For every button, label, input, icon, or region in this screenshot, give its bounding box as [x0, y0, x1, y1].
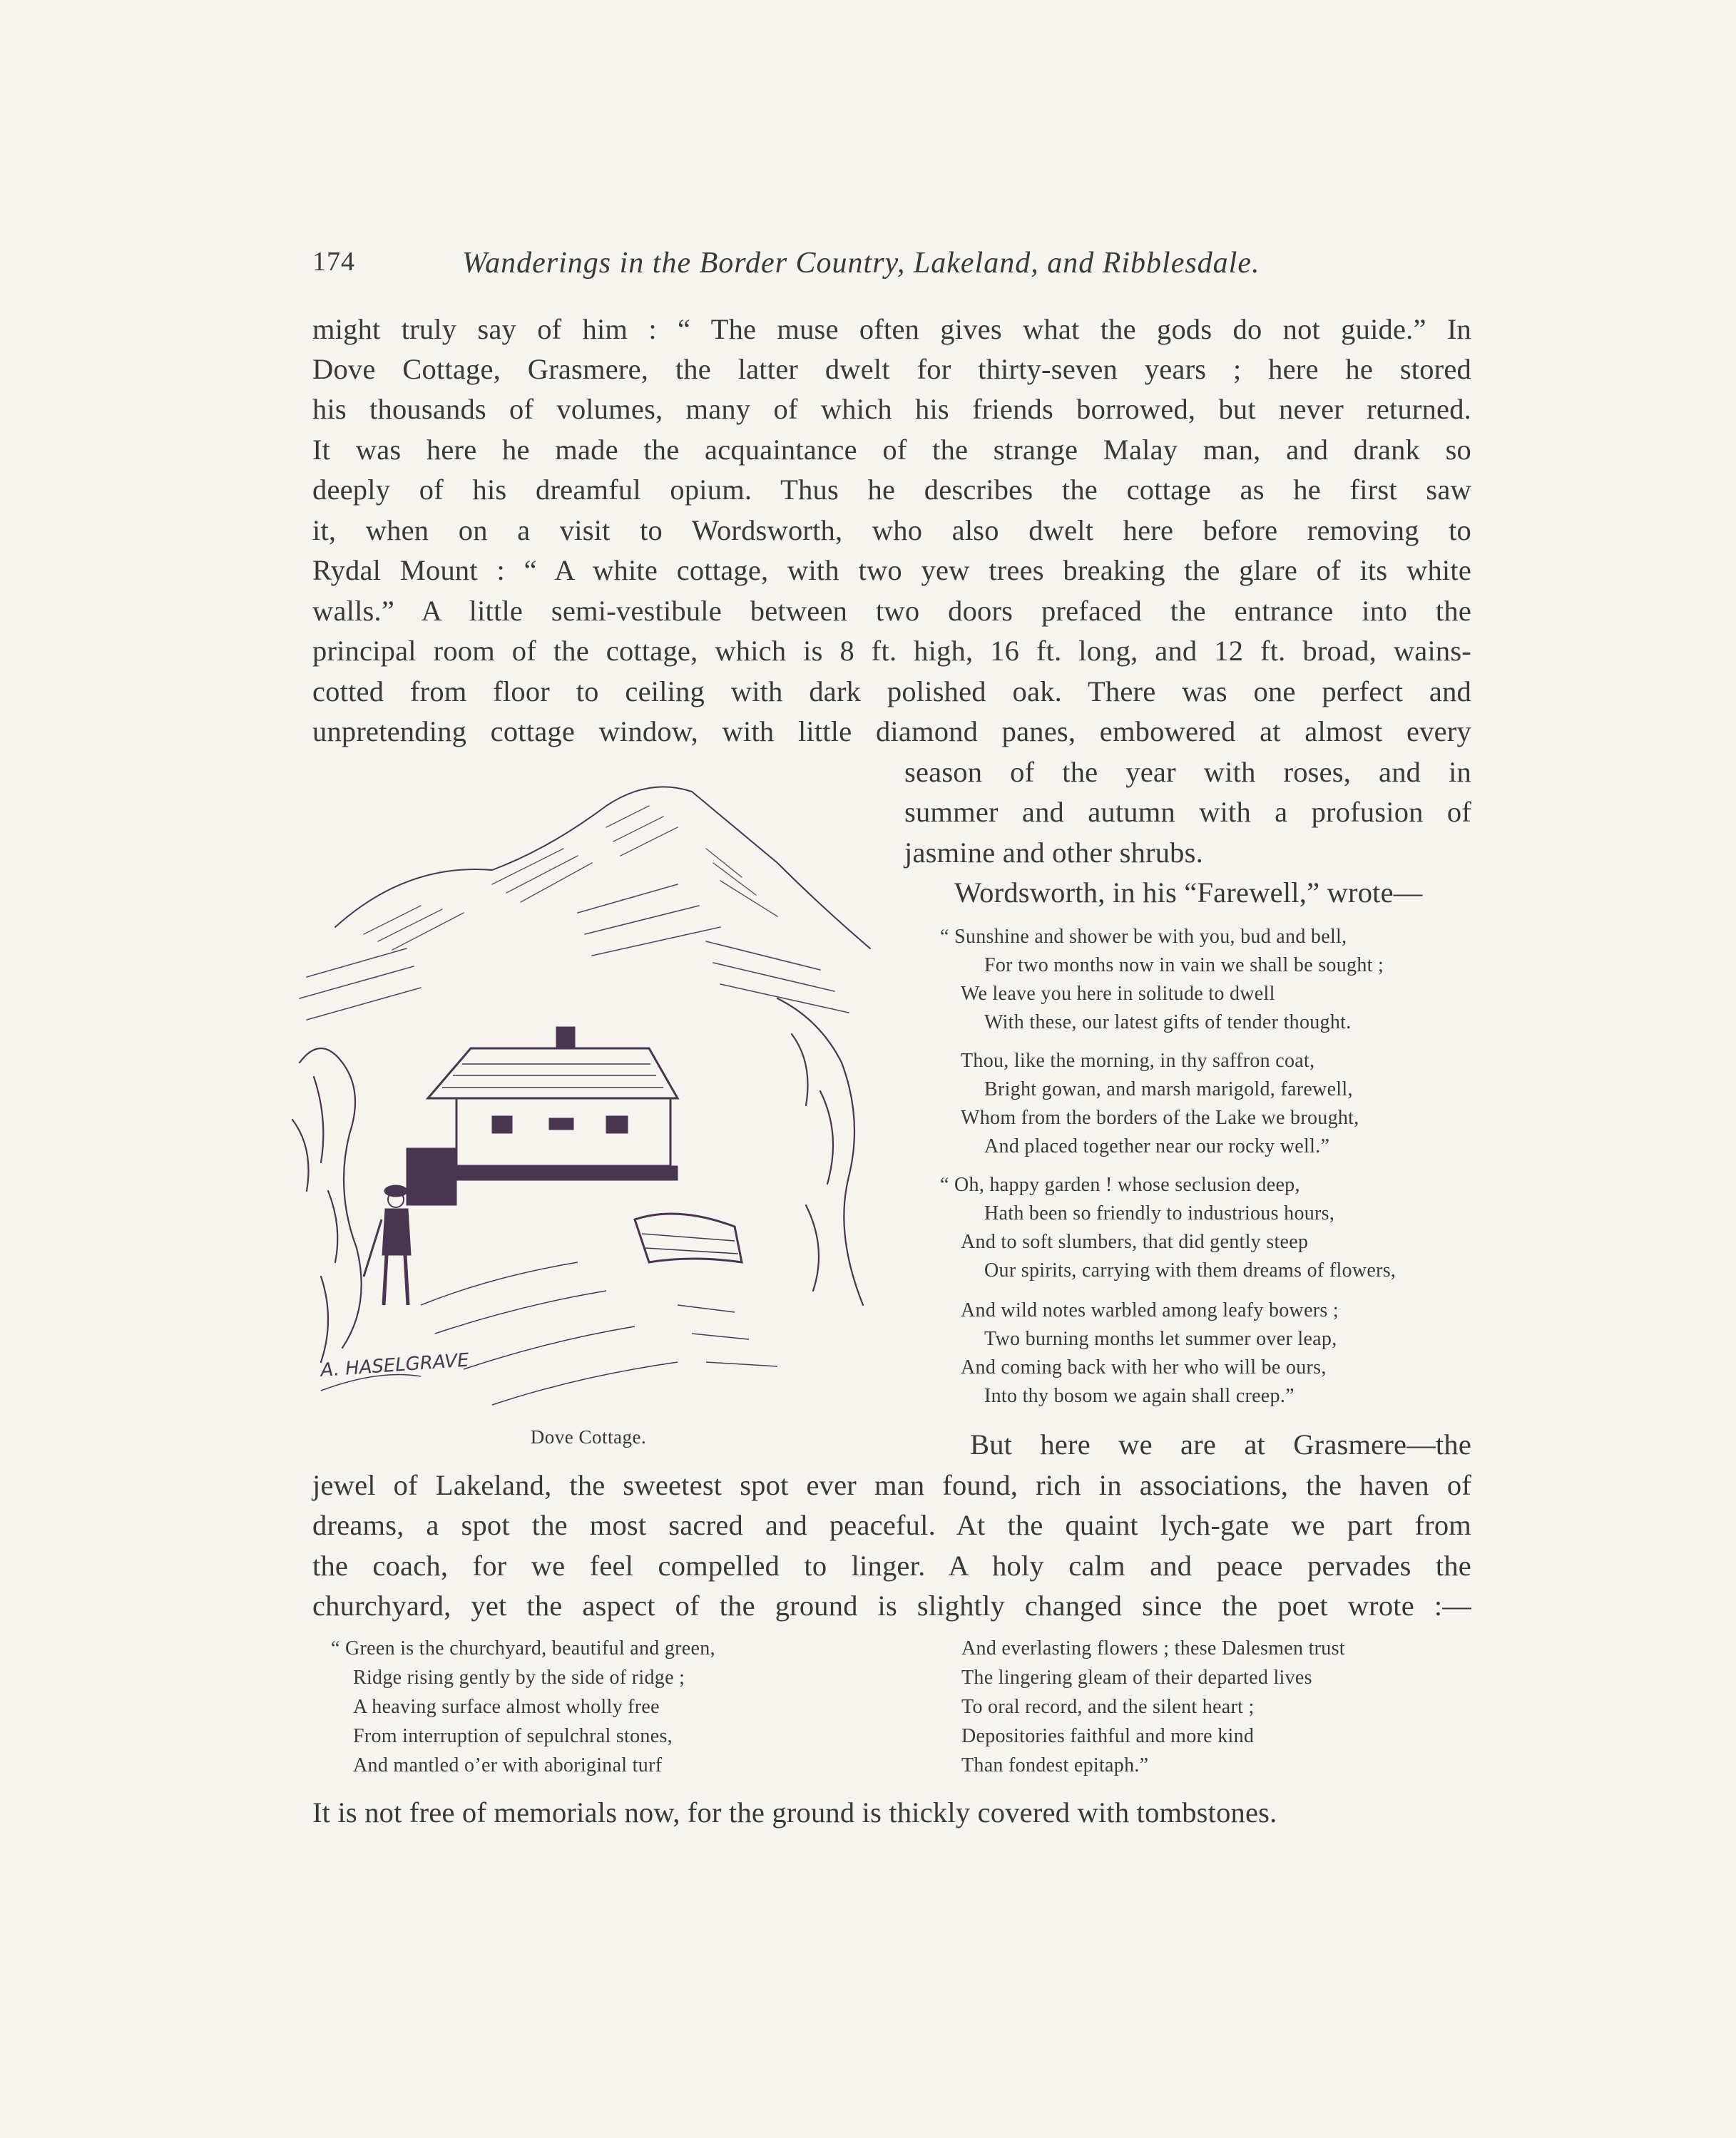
poem-line: And placed together near our rocky well.” [984, 1135, 1330, 1157]
poem-line: And to soft slumbers, that did gently steep [961, 1231, 1309, 1253]
body-line: cotted from floor to ceiling with dark polished oak. There was one perfect and [312, 675, 1471, 707]
poem-line: Our spirits, carrying with them dreams of flowers, [984, 1259, 1397, 1282]
poem-line: From interruption of sepulchral stones, [353, 1725, 673, 1747]
body-line-right: summer and autumn with a profusion of [904, 796, 1471, 828]
poem-line: For two months now in vain we shall be sought ; [984, 954, 1384, 976]
poem-line: A heaving surface almost wholly free [353, 1696, 660, 1718]
poem-line: Two burning months let summer over leap, [984, 1328, 1337, 1350]
poem-line: Ridge rising gently by the side of ridge ; [353, 1667, 685, 1689]
body-line: Rydal Mount : “ A white cottage, with two yew trees breaking the glare of its white [312, 554, 1471, 586]
poem-line: And coming back with her who will be ours, [961, 1356, 1327, 1379]
poem-line: And everlasting flowers ; these Dalesmen trust [961, 1637, 1345, 1659]
body-line: jewel of Lakeland, the sweetest spot ever man found, rich in associations, the haven of [312, 1469, 1471, 1501]
wordsworth-intro: Wordsworth, in his “Farewell,” wrote— [954, 876, 1423, 909]
body-line: It was here he made the acquaintance of the strange Malay man, and drank so [312, 434, 1471, 466]
poem-line: “ Green is the churchyard, beautiful and green, [331, 1637, 715, 1659]
dove-cottage-illustration [278, 763, 899, 1426]
page-number: 174 [312, 247, 355, 277]
poem-line: And wild notes warbled among leafy bowers ; [961, 1299, 1339, 1321]
body-line: churchyard, yet the aspect of the ground is slightly changed since the poet wrote :— [312, 1590, 1471, 1622]
poem-line: Hath been so friendly to industrious hours, [984, 1202, 1335, 1224]
poem-line: Depositories faithful and more kind [961, 1725, 1255, 1747]
body-line: the coach, for we feel compelled to linger. A holy calm and peace pervades the [312, 1550, 1471, 1582]
page-header [312, 246, 1325, 289]
body-line: Dove Cottage, Grasmere, the latter dwelt for thirty-seven years ; here he stored [312, 353, 1471, 385]
caption-text: Dove Cottage. [530, 1426, 647, 1448]
artist-signature: A. HASELGRAVE [320, 1349, 470, 1381]
poem-line: The lingering gleam of their departed lives [961, 1667, 1312, 1689]
body-line: it, when on a visit to Wordsworth, who also dwelt here before removing to [312, 514, 1471, 546]
body-line: walls.” A little semi-vestibule between two doors prefaced the entrance into the [312, 595, 1471, 627]
poem-line: With these, our latest gifts of tender thought. [984, 1011, 1352, 1033]
body-line: deeply of his dreamful opium. Thus he describes the cottage as he first saw [312, 474, 1471, 506]
body-line-right: season of the year with roses, and in [904, 756, 1471, 788]
poem-line: And mantled o’er with aboriginal turf [353, 1754, 663, 1776]
body-line: unpretending cottage window, with little diamond panes, embowered at almost every [312, 715, 1471, 747]
body-line: principal room of the cottage, which is 8 ft. high, 16 ft. long, and 12 ft. broad, wains- [312, 635, 1471, 667]
poem-line: We leave you here in solitude to dwell [961, 983, 1275, 1005]
body-line-right: jasmine and other shrubs. [904, 837, 1203, 869]
poem-line: Thou, like the morning, in thy saffron coat, [961, 1050, 1315, 1072]
poem-line: Than fondest epitaph.” [961, 1754, 1149, 1776]
poem-line: “ Oh, happy garden ! whose seclusion deep, [940, 1174, 1300, 1196]
running-title: Wanderings in the Border Country, Lakeland, and Ribblesdale. [462, 247, 1260, 280]
body-line: might truly say of him : “ The muse often gives what the gods do not guide.” In [312, 313, 1471, 345]
body-line: his thousands of volumes, many of which his friends borrowed, but never returned. [312, 393, 1471, 425]
body-line: dreams, a spot the most sacred and peaceful. At the quaint lych-gate we part from [312, 1509, 1471, 1541]
poem-line: Whom from the borders of the Lake we brought, [961, 1107, 1359, 1129]
poem-line: Bright gowan, and marsh marigold, farewell, [984, 1078, 1353, 1100]
illustration-caption [0, 1426, 1177, 1448]
poem-line: “ Sunshine and shower be with you, bud and bell, [940, 926, 1347, 948]
poem-line: To oral record, and the silent heart ; [961, 1696, 1255, 1718]
closing-line: It is not free of memorials now, for the ground is thickly covered with tombstones. [312, 1796, 1277, 1828]
poem-line: Into thy bosom we again shall creep.” [984, 1385, 1295, 1407]
body-line-right: But here we are at Grasmere—the [970, 1428, 1471, 1461]
